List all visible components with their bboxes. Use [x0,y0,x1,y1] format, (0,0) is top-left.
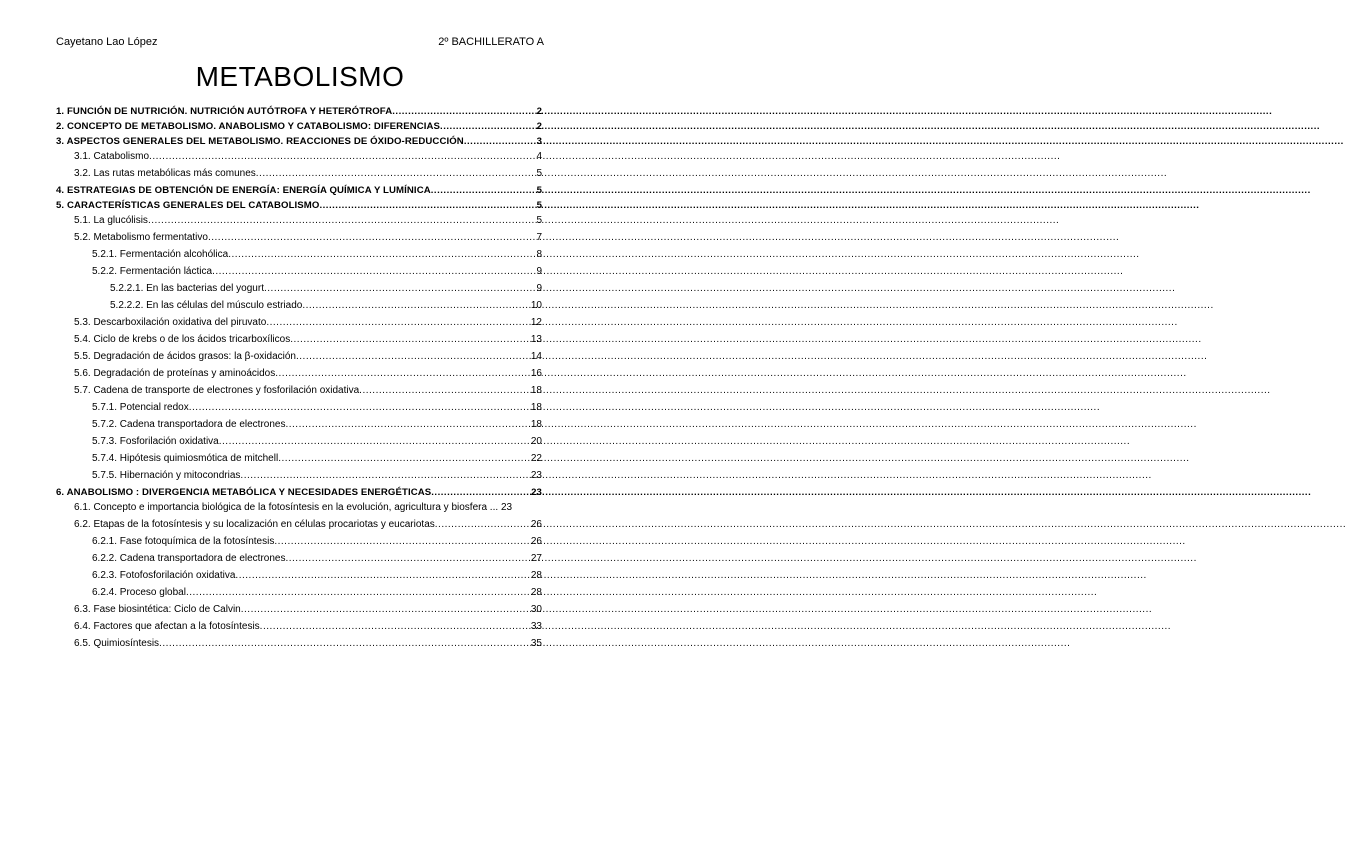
toc-entry[interactable] [56,402,542,414]
toc-entry[interactable] [56,570,542,582]
toc-entry-page: 12 [530,317,542,328]
toc-entry-page: 23 [531,487,542,498]
dot-leader [275,368,530,380]
toc-entry-page: 9 [536,266,542,277]
toc-entry[interactable] [56,232,542,244]
toc-entry-title: 5.7.3. Fosforilación oxidativa [92,436,219,447]
toc-entry[interactable] [56,436,542,448]
toc-entry-page: 26 [530,519,542,530]
toc-entry[interactable] [56,283,542,295]
toc-entry-page: 26 [530,536,542,547]
course-label: 2º BACHILLERATO A [438,36,544,48]
toc-entry-title: 3.2. Las rutas metabólicas más comunes [74,168,256,179]
dot-leader [302,300,530,312]
toc-entry[interactable] [56,317,542,329]
dot-leader [319,200,535,212]
dot-leader [219,436,530,448]
toc-entry-title: 6. ANABOLISMO : DIVERGENCIA METABÓLICA Y NECESIDADES ENERGÉTICAS [56,487,432,498]
toc-entry-title: 5.1. La glucólisis [74,215,148,226]
toc-entry[interactable] [56,151,542,163]
toc-entry[interactable] [56,536,542,548]
dot-leader [159,638,530,650]
dot-leader [392,106,535,118]
toc-entry[interactable]: 6.1. Concepto e importancia biológica de la fotosíntesis en la evolución, agricultura y biosfera ... 23 [74,502,513,513]
toc-entry-title: 5.2.1. Fermentación alcohólica [92,249,229,260]
toc-entry-title: 6.2. Etapas de la fotosíntesis y su localización en células procariotas y eucariotas [74,519,435,530]
dot-leader [240,470,529,482]
toc-entry-page: 9 [536,283,542,294]
toc-entry[interactable] [56,604,542,616]
dot-leader [285,553,529,565]
dot-leader [431,487,530,499]
toc-entry-page: 5 [536,200,542,211]
toc-entry-page: 16 [530,368,542,379]
toc-entry-page: 2 [536,106,542,117]
dot-leader [264,283,535,295]
toc-entry[interactable] [56,106,542,118]
toc-entry-page: 2 [536,121,542,132]
dot-leader [186,587,530,599]
toc-entry-page: 27 [530,553,542,564]
toc-entry-page: 18 [530,402,542,413]
toc-entry[interactable] [56,266,542,278]
dot-leader [256,168,536,180]
table-of-contents [56,106,542,655]
toc-entry-page: 8 [536,249,542,260]
toc-entry-title: 6.2.1. Fase fotoquímica de la fotosíntesis [92,536,275,547]
author-name: Cayetano Lao López [56,36,158,48]
dot-leader [290,334,530,346]
toc-entry[interactable] [56,200,542,212]
toc-entry-title: 6.1. Concepto e importancia biológica de la fotosíntesis en la evolución, agricultura y biosfera [74,502,488,513]
toc-entry-title: 3.1. Catabolismo [74,151,150,162]
toc-entry-page: 3 [536,136,542,147]
dot-leader [274,536,530,548]
toc-entry-title: 5.7.5. Hibernación y mitocondrias [92,470,241,481]
dot-leader [235,570,529,582]
toc-entry-title: 5.3. Descarboxilación oxidativa del piruvato [74,317,267,328]
toc-entry-page: 14 [530,351,542,362]
toc-entry[interactable] [56,185,542,197]
toc-entry[interactable] [56,249,542,261]
toc-entry-page: 18 [530,419,542,430]
toc-entry-page: 10 [530,300,542,311]
toc-entry-title: 3. ASPECTOS GENERALES DEL METABOLISMO. REACCIONES DE ÓXIDO-REDUCCIÓN [56,136,464,147]
toc-entry-title: 5.7. Cadena de transporte de electrones y fosforilación oxidativa [74,385,360,396]
dot-leader [212,266,535,278]
toc-entry[interactable] [56,419,542,431]
toc-entry-page: 18 [530,385,542,396]
toc-entry-title: 5.5. Degradación de ácidos grasos: la β-oxidación [74,351,296,362]
dot-leader [260,621,530,633]
dot-leader [431,185,536,197]
dot-leader [285,419,529,431]
toc-entry-title: 5.2.2. Fermentación láctica [92,266,213,277]
dot-leader [440,121,536,133]
toc-entry-page: 5 [536,185,542,196]
toc-entry[interactable] [56,470,542,482]
toc-entry-title: 6.2.2. Cadena transportadora de electrones [92,553,286,564]
toc-entry-title: 2. CONCEPTO DE METABOLISMO. ANABOLISMO Y CATABOLISMO: DIFERENCIAS [56,121,441,132]
toc-entry-page: 23 [500,502,513,513]
toc-entry-title: 6.2.4. Proceso global [92,587,186,598]
dot-leader [148,215,536,227]
toc-entry-title: 5.2.2.2. En las células del músculo estriado [110,300,303,311]
toc-entry-title: 6.3. Fase biosintética: Ciclo de Calvin [74,604,241,615]
dot-leader [435,519,530,531]
toc-entry-page: 4 [536,151,542,162]
toc-entry[interactable] [56,621,542,633]
dot-leader [278,453,530,465]
toc-entry-title: 5.6. Degradación de proteínas y aminoácidos [74,368,276,379]
toc-entry[interactable] [56,215,542,227]
toc-entry-page: 20 [530,436,542,447]
toc-entry-page: 5 [536,168,542,179]
toc-entry[interactable] [56,300,542,312]
toc-entry-page: 22 [530,453,542,464]
toc-entry[interactable] [56,334,542,346]
document-page [0,0,600,848]
toc-entry-page: 7 [536,232,542,243]
dot-leader [359,385,530,397]
toc-entry[interactable] [56,368,542,380]
toc-entry[interactable] [56,487,542,499]
toc-entry-title: 5.7.1. Potencial redox [92,402,189,413]
toc-entry[interactable] [56,553,542,565]
dot-leader [464,136,536,148]
toc-entry[interactable] [56,351,542,363]
dot-leader [296,351,530,363]
toc-entry-title: 5. CARACTERÍSTICAS GENERALES DEL CATABOLISMO [56,200,320,211]
dot-leader [241,604,530,616]
toc-entry[interactable] [56,453,542,465]
toc-entry[interactable] [56,168,542,180]
toc-entry[interactable] [56,519,542,531]
toc-entry[interactable] [56,385,542,397]
dot-leader [266,317,530,329]
toc-entry-page: 13 [530,334,542,345]
toc-entry-title: 5.2.2.1. En las bacterias del yogurt [110,283,264,294]
toc-entry-page: 23 [530,470,542,481]
toc-entry-title: 6.2.3. Fotofosforilación oxidativa [92,570,236,581]
dot-leader [189,402,530,414]
toc-entry-title: 5.7.4. Hipótesis quimiosmótica de mitchell [92,453,279,464]
toc-entry-title: 5.2. Metabolismo fermentativo [74,232,208,243]
page-header [56,36,544,50]
toc-entry[interactable] [56,136,542,148]
toc-entry[interactable] [56,587,542,599]
toc-entry[interactable] [56,638,542,650]
toc-entry-title: 4. ESTRATEGIAS DE OBTENCIÓN DE ENERGÍA: ENERGÍA QUÍMICA Y LUMÍNICA [56,185,431,196]
toc-entry-title: 5.4. Ciclo de krebs o de los ácidos tricarboxílicos [74,334,291,345]
toc-entry-title: 5.7.2. Cadena transportadora de electrones [92,419,286,430]
toc-entry[interactable] [56,121,542,133]
toc-entry-page: 33 [530,621,542,632]
dot-leader [228,249,535,261]
toc-entry-page: 30 [530,604,542,615]
toc-entry-title: 1. FUNCIÓN DE NUTRICIÓN. NUTRICIÓN AUTÓTROFA Y HETERÓTROFA [56,106,393,117]
dot-leader [208,232,535,244]
dot-leader [149,151,535,163]
toc-entry-page: 28 [530,570,542,581]
toc-entry-title: 6.4. Factores que afectan a la fotosíntesis [74,621,260,632]
toc-entry-page: 28 [530,587,542,598]
toc-entry-page: 35 [530,638,542,649]
toc-entry-title: 6.5. Quimiosíntesis [74,638,160,649]
toc-entry-page: 5 [536,215,542,226]
document-title: METABOLISMO [195,61,405,92]
